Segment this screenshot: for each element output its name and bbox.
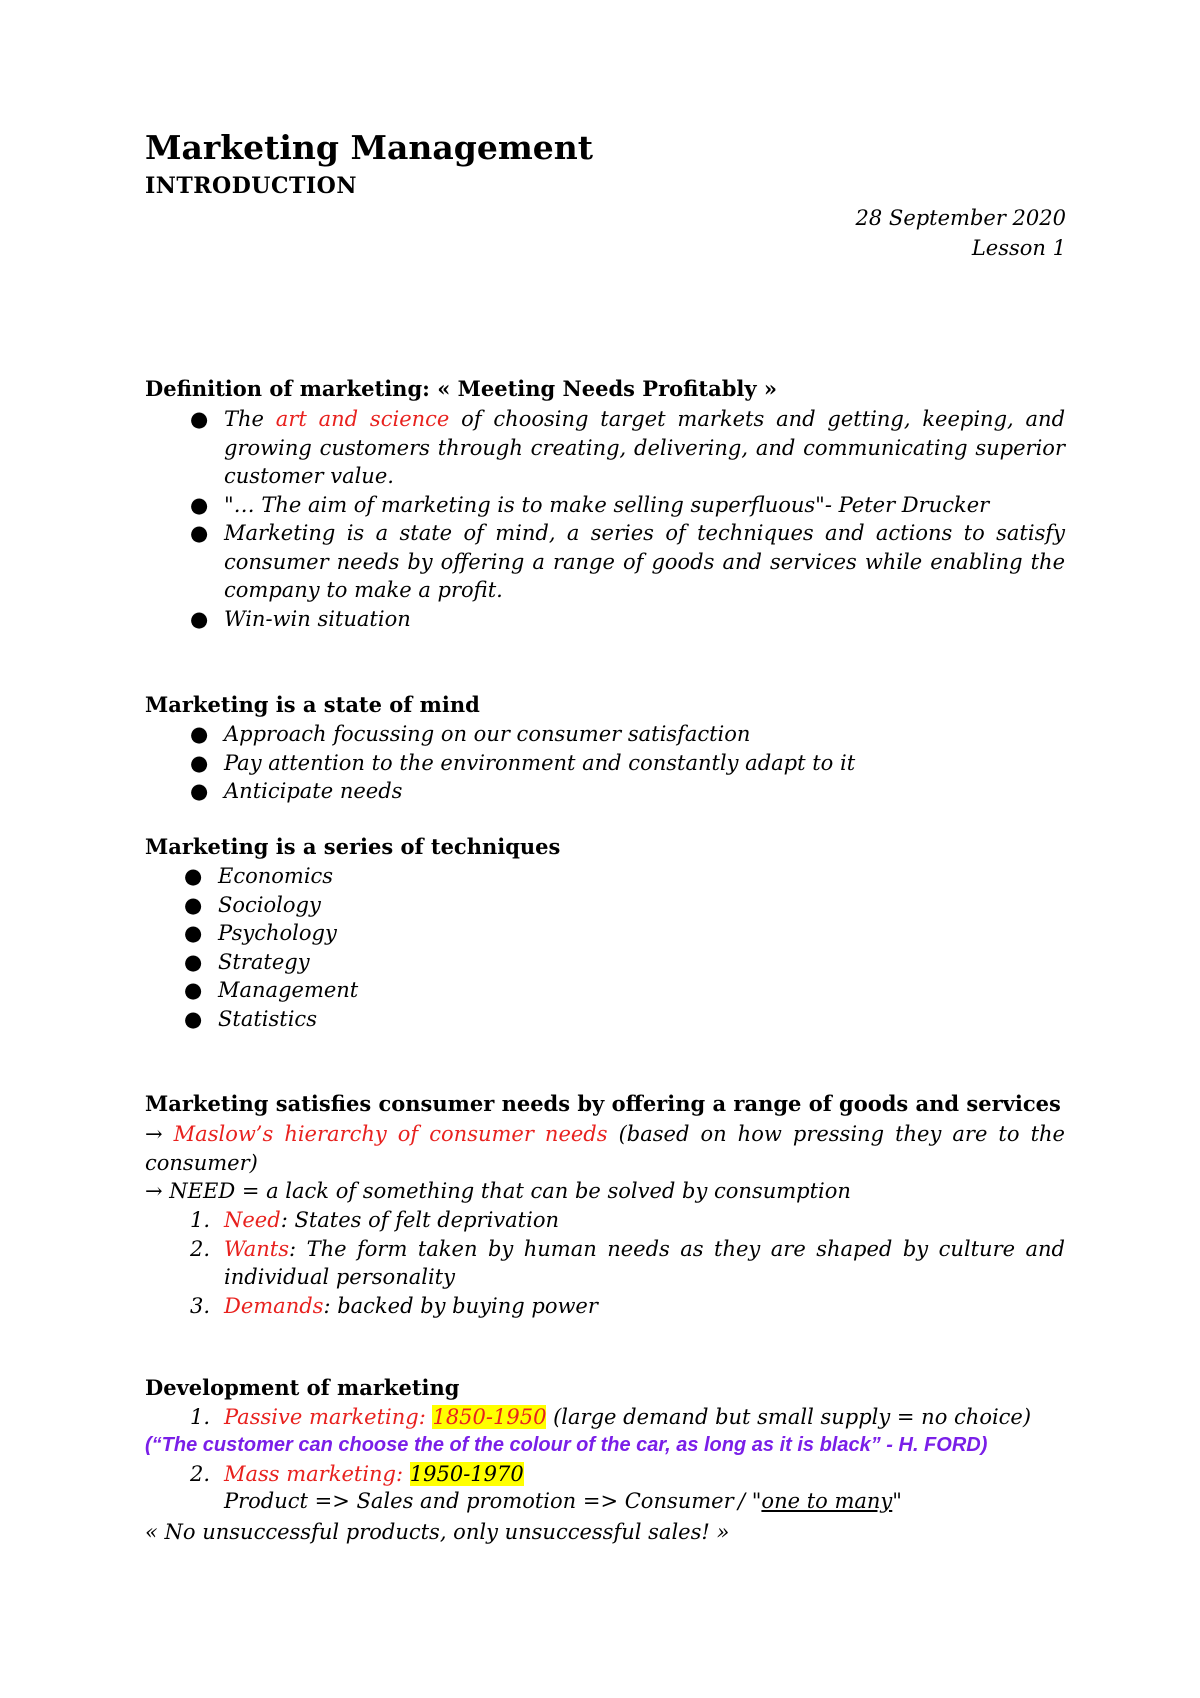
state-of-mind-list (190, 720, 1065, 806)
list-item: 2. Mass marketing: 1950-1970 (190, 1462, 524, 1486)
page-subtitle: INTRODUCTION (145, 173, 357, 199)
closing-quote: « No unsuccessful products, only unsuccessful sales! » (145, 1520, 730, 1544)
list-item: ● Psychology (218, 919, 1059, 948)
bullet-icon: ● (184, 921, 203, 945)
bullet-icon: ● (190, 407, 209, 431)
need-definition-line: → NEED = a lack of something that can be solved by consumption (145, 1179, 851, 1203)
one-to-many-note: / "one to many" (738, 1489, 902, 1513)
state-of-mind-heading: Marketing is a state of mind (145, 692, 480, 717)
list-item: ● "… The aim of marketing is to make selling superfluous"- Peter Drucker (224, 491, 1065, 520)
bullet-icon: ● (184, 1006, 203, 1031)
page-title: Marketing Management (145, 128, 593, 167)
bullet-icon: ● (184, 892, 203, 917)
list-item: 1. Need: States of felt deprivation (190, 1208, 559, 1232)
arrow-right-icon: → (145, 1122, 163, 1146)
bullet-icon: ● (184, 864, 203, 888)
list-item: 1. Passive marketing: 1850-1950 (large demand but small supply = no choice) (190, 1405, 1032, 1429)
list-item: ● Sociology (218, 891, 1059, 920)
list-item: ● Anticipate needs (224, 777, 1065, 806)
needs-list (190, 1206, 1065, 1320)
bullet-icon: ● (190, 750, 209, 775)
bullet-icon: ● (184, 978, 203, 1002)
techniques-list (184, 862, 1059, 1033)
list-item: ● Win-win situation (224, 605, 1065, 634)
list-item: ● Management (218, 976, 1059, 1005)
definition-heading: Definition of marketing: « Meeting Needs Profitably » (145, 376, 778, 401)
list-item: ● Approach focussing on our consumer satisfaction (224, 720, 1065, 749)
mass-marketing-flow: Product => Sales and promotion => Consumer (224, 1489, 734, 1513)
list-item: ● Marketing is a state of mind, a series of techniques and actions to satisfy consumer needs by offering a range of goods and services while enabling the company to make a profit. (190, 521, 1065, 602)
development-list-1 (190, 1403, 1065, 1432)
development-list-2 (190, 1460, 1065, 1489)
definition-list (190, 405, 1066, 633)
list-item: ● The art and science of choosing target markets and getting, keeping, and growing customers through creating, delivering, and communicating superior customer value. (190, 407, 1066, 488)
needs-heading: Marketing satisfies consumer needs by offering a range of goods and services (145, 1091, 1061, 1116)
bullet-icon: ● (184, 949, 203, 974)
list-item: ● Statistics (218, 1005, 1059, 1034)
bullet-icon: ● (190, 521, 209, 545)
development-heading: Development of marketing (145, 1375, 460, 1400)
bullet-icon: ● (190, 606, 209, 631)
list-item: 2. Wants: The form taken by human needs as they are shaped by culture and individual personality (190, 1236, 1065, 1289)
lesson-number: Lesson 1 (971, 236, 1066, 260)
ford-quote: (“The customer can choose the of the colour of the car, as long as it is black” - H. FORD) (145, 1434, 988, 1456)
lesson-date: 28 September 2020 (855, 206, 1066, 230)
bullet-icon: ● (190, 779, 209, 803)
list-item: 3. Demands: backed by buying power (190, 1293, 598, 1318)
bullet-icon: ● (190, 722, 209, 746)
list-item: ● Pay attention to the environment and constantly adapt to it (224, 749, 1065, 778)
maslow-line: → Maslow’s hierarchy of consumer needs (based on how pressing they are to the consumer) (145, 1122, 1065, 1175)
techniques-heading: Marketing is a series of techniques (145, 834, 561, 859)
list-item: ● Strategy (218, 948, 1059, 977)
arrow-right-icon: → (145, 1179, 163, 1203)
list-item: ● Economics (218, 862, 1059, 891)
bullet-icon: ● (190, 492, 209, 517)
